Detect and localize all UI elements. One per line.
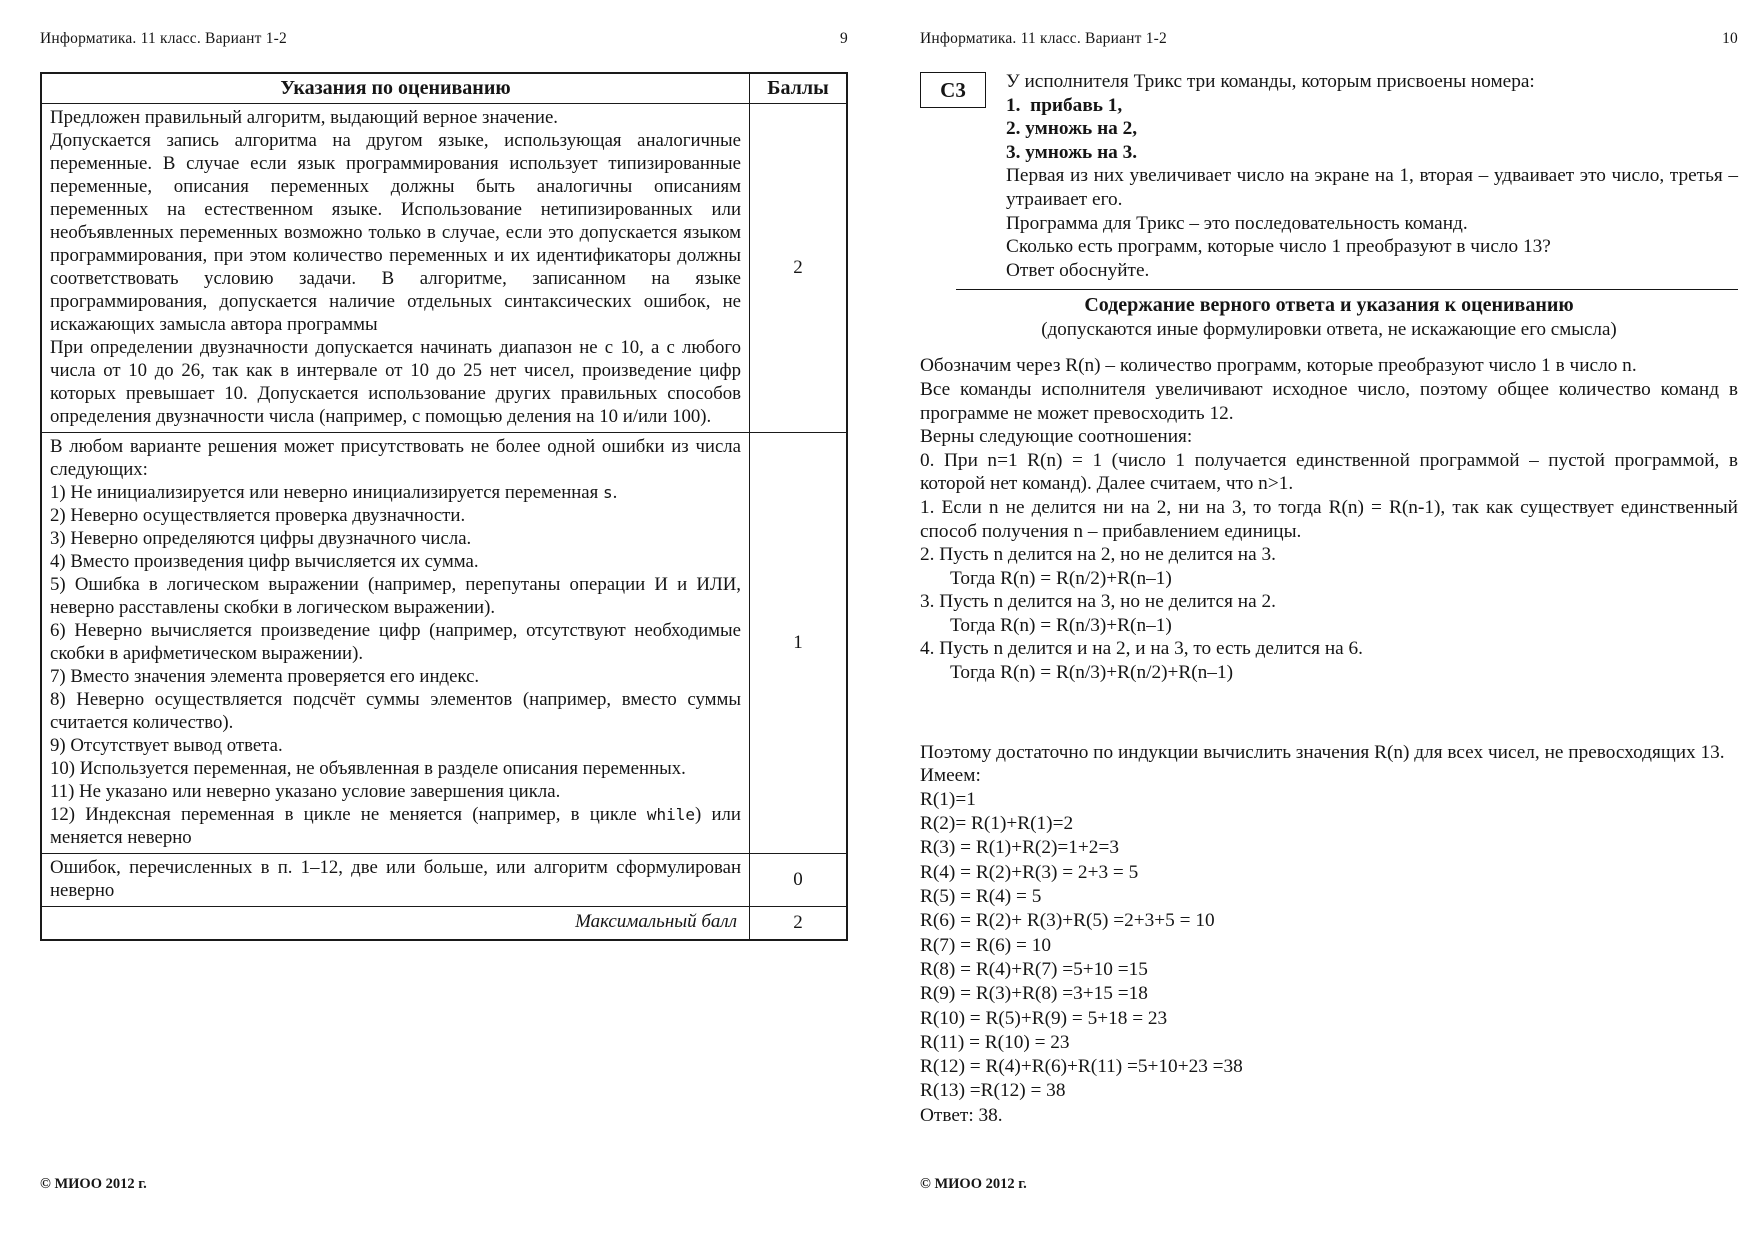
computation-line: R(13) =R(12) = 38 — [920, 1080, 1066, 1102]
criteria-cell-full-score — [41, 104, 750, 433]
task-command: 1. прибавь 1, — [1006, 94, 1123, 116]
computation-line: R(9) = R(3)+R(8) =3+15 =18 — [920, 983, 1148, 1005]
page-header-right — [920, 30, 1738, 48]
page-right — [920, 30, 1738, 1192]
error-item: 5) Ошибка в логическом выражении (например, перепутаны операции И и ИЛИ, неверно расставлены скобки в логическом выражении). — [50, 574, 741, 618]
solution-case: 1. Если n не делится ни на 2, ни на 3, то тогда R(n) = R(n-1), так как существует единственный способ получения n – прибавлением единицы. — [920, 496, 1738, 542]
task-command: 3. умножь на 3. — [1006, 141, 1138, 163]
criteria-cell-zero-score — [41, 854, 750, 907]
solution-paragraph: Все команды исполнителя увеличивают исходное число, поэтому общее количество команд в программе не может превосходить 12. — [920, 378, 1738, 424]
error-item: 10) Используется переменная, не объявленная в разделе описания переменных. — [50, 758, 686, 779]
page-number-right: 10 — [1722, 30, 1738, 47]
computation-line: R(6) = R(2)+ R(3)+R(5) =2+3+5 = 10 — [920, 910, 1215, 932]
solution-paragraph: Верны следующие соотношения: — [920, 426, 1193, 448]
task-command: 2. умножь на 2, — [1006, 118, 1138, 140]
criteria-paragraph: Предложен правильный алгоритм, выдающий верное значение. — [50, 107, 559, 128]
max-score-label: Максимальный балл — [41, 907, 750, 941]
final-answer: Ответ: 38. — [920, 1104, 1003, 1126]
error-item-text: 1) Не инициализируется или неверно инициализируется переменная — [50, 482, 603, 503]
error-item-12 — [50, 803, 741, 849]
computation-line: R(12) = R(4)+R(6)+R(11) =5+10+23 =38 — [920, 1056, 1243, 1078]
task-paragraph: Первая из них увеличивает число на экране на 1, вторая – удваивает это число, третья – утраивает его. — [1006, 165, 1738, 210]
criteria-paragraph: В любом варианте решения может присутствовать не более одной ошибки из числа следующих: — [50, 436, 741, 480]
solution-case: 2. Пусть n делится на 2, но не делится на 3. — [920, 544, 1276, 566]
error-item: 8) Неверно осуществляется подсчёт суммы элементов (например, вместо суммы считается количество). — [50, 689, 741, 733]
grading-table — [40, 72, 848, 941]
score-cell: 0 — [750, 854, 848, 907]
solution-title: Содержание верного ответа и указания к оцениванию — [1084, 294, 1574, 317]
computation-line: R(7) = R(6) = 10 — [920, 934, 1051, 956]
solution-case: 3. Пусть n делится на 3, но не делится на 2. — [920, 591, 1276, 613]
task-c3 — [920, 70, 1738, 282]
section-divider — [956, 289, 1738, 290]
copyright-left: © МИОО 2012 г. — [40, 1176, 147, 1192]
computation-line: R(2)= R(1)+R(1)=2 — [920, 813, 1074, 835]
computation-line: R(11) = R(10) = 23 — [920, 1031, 1070, 1053]
criteria-paragraph: Ошибок, перечисленных в п. 1–12, две или больше, или алгоритм сформулирован неверно — [50, 857, 741, 901]
table-row — [41, 907, 847, 941]
error-item: 4) Вместо произведения цифр вычисляется их сумма. — [50, 551, 479, 572]
criteria-paragraph: Допускается запись алгоритма на другом языке, использующая аналогичные переменные. В случае если язык программирования использует типизированные переменные, описания переменных должны быть аналогичны описаниям переменных на естественном языке. Использование нетипизированных или необъявленных переменных возможно только в случае, если это допускается языком программирования, при этом количество переменных и их идентификаторы должны соответствовать условию задачи. В алгоритме, записанном на языке программирования, допускается наличие отдельных синтаксических ошибок, не искажающих замысла автора программы — [50, 130, 741, 335]
page-header-left — [40, 30, 848, 48]
error-item-text: ) или меняется неверно — [50, 804, 741, 848]
recurrence-formula: Тогда R(n) = R(n/3)+R(n–1) — [950, 614, 1172, 636]
error-item: 3) Неверно определяются цифры двузначного числа. — [50, 528, 472, 549]
error-item: 2) Неверно осуществляется проверка двузначности. — [50, 505, 466, 526]
error-item-text: . — [612, 482, 618, 503]
error-item: 11) Не указано или неверно указано условие завершения цикла. — [50, 781, 561, 802]
solution-paragraph: Обозначим через R(n) – количество программ, которые преобразуют число 1 в число n. — [920, 355, 1637, 377]
running-title-left: Информатика. 11 класс. Вариант 1-2 — [40, 30, 287, 47]
criteria-paragraph: При определении двузначности допускается начинать диапазон не с 10, а с любого числа от 10 до 26, так как в интервале от 10 до 25 нет чисел, произведение цифр которых превышает 10. Допускается использование других правильных способов определения двузначности числа (например, с помощью деления на 10 и/или 100). — [50, 337, 741, 427]
error-item: 9) Отсутствует вывод ответа. — [50, 735, 283, 756]
solution-paragraph: Имеем: — [920, 765, 981, 787]
column-header-score: Баллы — [750, 73, 848, 104]
computation-line: R(1)=1 — [920, 788, 976, 810]
task-statement — [1006, 70, 1738, 282]
error-item-text: 12) Индексная переменная в цикле не меняется (например, в цикле — [50, 804, 647, 825]
solution-case: 4. Пусть n делится и на 2, и на 3, то есть делится на 6. — [920, 638, 1363, 660]
table-header-row — [41, 73, 847, 104]
task-label-box: С3 — [920, 72, 986, 108]
computation-line: R(8) = R(4)+R(7) =5+10 =15 — [920, 958, 1148, 980]
vertical-gap — [920, 685, 1738, 741]
solution-section — [920, 293, 1738, 1127]
solution-subtitle: (допускаются иные формулировки ответа, не искажающие его смысла) — [1041, 319, 1617, 341]
column-header-criteria: Указания по оцениванию — [41, 73, 750, 104]
solution-case: 0. При n=1 R(n) = 1 (число 1 получается единственной программой – пустой программой, в которой нет команд). Далее считаем, что n>1. — [920, 449, 1738, 495]
computation-line: R(5) = R(4) = 5 — [920, 886, 1042, 908]
table-row — [41, 854, 847, 907]
running-title-right: Информатика. 11 класс. Вариант 1-2 — [920, 30, 1167, 47]
error-item-1 — [50, 481, 741, 504]
task-intro: У исполнителя Трикс три команды, которым присвоены номера: — [1006, 71, 1535, 92]
score-cell: 2 — [750, 104, 848, 433]
page-left — [40, 30, 848, 1192]
table-row — [41, 433, 847, 854]
solution-paragraph: Поэтому достаточно по индукции вычислить значения R(n) для всех чисел, не превосходящих 13. — [920, 741, 1725, 763]
page-number-left: 9 — [840, 30, 848, 47]
code-token: while — [646, 805, 696, 824]
task-paragraph: Сколько есть программ, которые число 1 преобразуют в число 13? — [1006, 236, 1551, 258]
recurrence-formula: Тогда R(n) = R(n/2)+R(n–1) — [950, 567, 1172, 589]
copyright-right: © МИОО 2012 г. — [920, 1176, 1027, 1192]
recurrence-formula: Тогда R(n) = R(n/3)+R(n/2)+R(n–1) — [950, 662, 1234, 684]
max-score-value: 2 — [750, 907, 848, 941]
computation-line: R(4) = R(2)+R(3) = 2+3 = 5 — [920, 861, 1139, 883]
score-cell: 1 — [750, 433, 848, 854]
task-paragraph: Ответ обоснуйте. — [1006, 259, 1150, 281]
error-item: 6) Неверно вычисляется произведение цифр (например, отсутствуют необходимые скобки в арифметическом выражении). — [50, 620, 741, 664]
computation-line: R(10) = R(5)+R(9) = 5+18 = 23 — [920, 1007, 1168, 1029]
criteria-cell-partial-score — [41, 433, 750, 854]
computation-line: R(3) = R(1)+R(2)=1+2=3 — [920, 837, 1119, 859]
table-row — [41, 104, 847, 433]
task-paragraph: Программа для Трикс – это последовательность команд. — [1006, 212, 1468, 234]
error-item: 7) Вместо значения элемента проверяется его индекс. — [50, 666, 480, 687]
code-token: s — [602, 483, 613, 502]
